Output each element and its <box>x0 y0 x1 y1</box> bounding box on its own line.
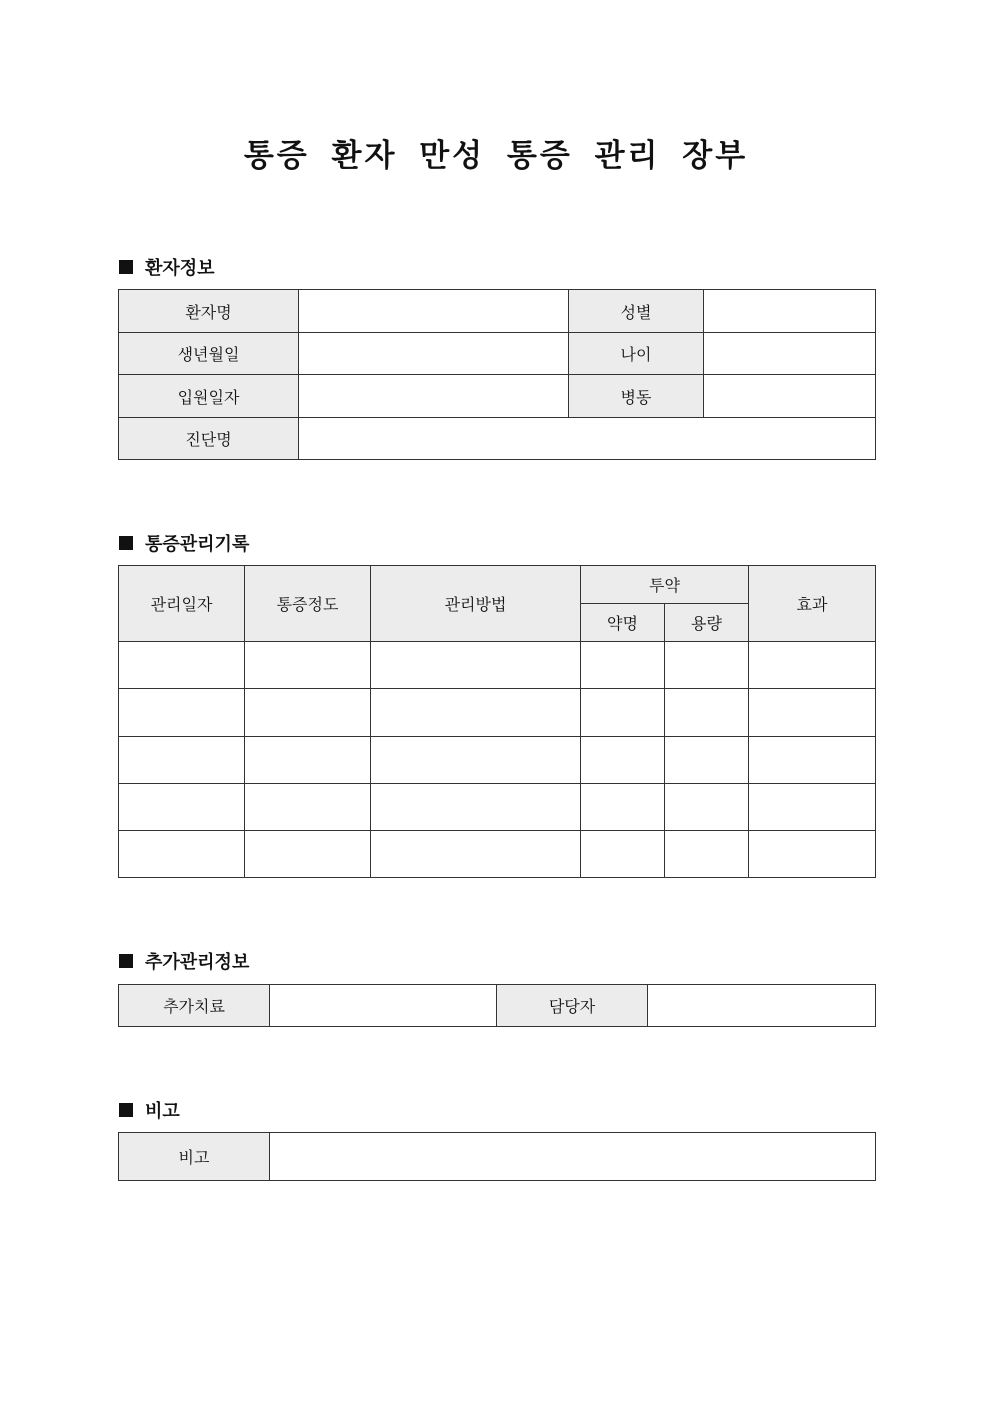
effect-header: 효과 <box>749 566 876 642</box>
square-bullet-icon <box>119 1103 133 1117</box>
manager-label: 담당자 <box>497 985 648 1027</box>
sex-field[interactable] <box>704 290 876 333</box>
pain-level-cell[interactable] <box>245 689 371 737</box>
table-row <box>119 689 876 737</box>
pain-level-cell[interactable] <box>245 737 371 784</box>
admission-field[interactable] <box>299 375 569 418</box>
section-heading-record <box>119 530 249 556</box>
section-heading-remarks <box>119 1097 180 1123</box>
section-heading-extra <box>119 948 249 974</box>
diagnosis-label: 진단명 <box>119 418 299 460</box>
drug-name-cell[interactable] <box>581 642 665 689</box>
section-title: 비고 <box>145 1101 180 1122</box>
date-cell[interactable] <box>119 784 245 831</box>
section-title: 환자정보 <box>145 258 215 279</box>
table-row <box>119 831 876 878</box>
date-cell[interactable] <box>119 831 245 878</box>
pain-level-header: 통증정도 <box>245 566 371 642</box>
date-cell[interactable] <box>119 689 245 737</box>
section-title: 통증관리기록 <box>145 534 250 555</box>
remarks-table <box>118 1132 876 1181</box>
medication-header: 투약 <box>581 566 749 604</box>
method-cell[interactable] <box>371 831 581 878</box>
drug-name-cell[interactable] <box>581 784 665 831</box>
name-label: 환자명 <box>119 290 299 333</box>
section-title: 추가관리정보 <box>145 952 250 973</box>
dose-cell[interactable] <box>665 689 749 737</box>
effect-cell[interactable] <box>749 737 876 784</box>
date-header: 관리일자 <box>119 566 245 642</box>
dose-cell[interactable] <box>665 737 749 784</box>
table-row <box>119 642 876 689</box>
method-header: 관리방법 <box>371 566 581 642</box>
method-cell[interactable] <box>371 784 581 831</box>
date-cell[interactable] <box>119 642 245 689</box>
admission-label: 입원일자 <box>119 375 299 418</box>
effect-cell[interactable] <box>749 689 876 737</box>
ward-label: 병동 <box>569 375 704 418</box>
effect-cell[interactable] <box>749 784 876 831</box>
drug-name-cell[interactable] <box>581 831 665 878</box>
patient-info-table <box>118 289 876 460</box>
remarks-label: 비고 <box>119 1133 270 1181</box>
diagnosis-field[interactable] <box>299 418 876 460</box>
effect-cell[interactable] <box>749 831 876 878</box>
table-row <box>119 737 876 784</box>
method-cell[interactable] <box>371 737 581 784</box>
square-bullet-icon <box>119 536 133 550</box>
treatment-label: 추가치료 <box>119 985 270 1027</box>
treatment-field[interactable] <box>270 985 497 1027</box>
drug-name-cell[interactable] <box>581 689 665 737</box>
age-field[interactable] <box>704 333 876 375</box>
table-row <box>119 784 876 831</box>
effect-cell[interactable] <box>749 642 876 689</box>
drug-name-header: 약명 <box>581 604 665 642</box>
pain-level-cell[interactable] <box>245 642 371 689</box>
method-cell[interactable] <box>371 689 581 737</box>
dose-cell[interactable] <box>665 784 749 831</box>
name-field[interactable] <box>299 290 569 333</box>
pain-record-table <box>118 565 876 878</box>
dose-cell[interactable] <box>665 831 749 878</box>
remarks-field[interactable] <box>270 1133 876 1181</box>
square-bullet-icon <box>119 260 133 274</box>
ward-field[interactable] <box>704 375 876 418</box>
extra-info-table <box>118 984 876 1027</box>
birth-label: 생년월일 <box>119 333 299 375</box>
date-cell[interactable] <box>119 737 245 784</box>
manager-field[interactable] <box>648 985 876 1027</box>
square-bullet-icon <box>119 954 133 968</box>
page-title: 통증 환자 만성 통증 관리 장부 <box>243 138 749 174</box>
method-cell[interactable] <box>371 642 581 689</box>
pain-level-cell[interactable] <box>245 831 371 878</box>
birth-field[interactable] <box>299 333 569 375</box>
pain-level-cell[interactable] <box>245 784 371 831</box>
sex-label: 성별 <box>569 290 704 333</box>
dose-header: 용량 <box>665 604 749 642</box>
age-label: 나이 <box>569 333 704 375</box>
drug-name-cell[interactable] <box>581 737 665 784</box>
section-heading-patient <box>119 254 215 280</box>
dose-cell[interactable] <box>665 642 749 689</box>
